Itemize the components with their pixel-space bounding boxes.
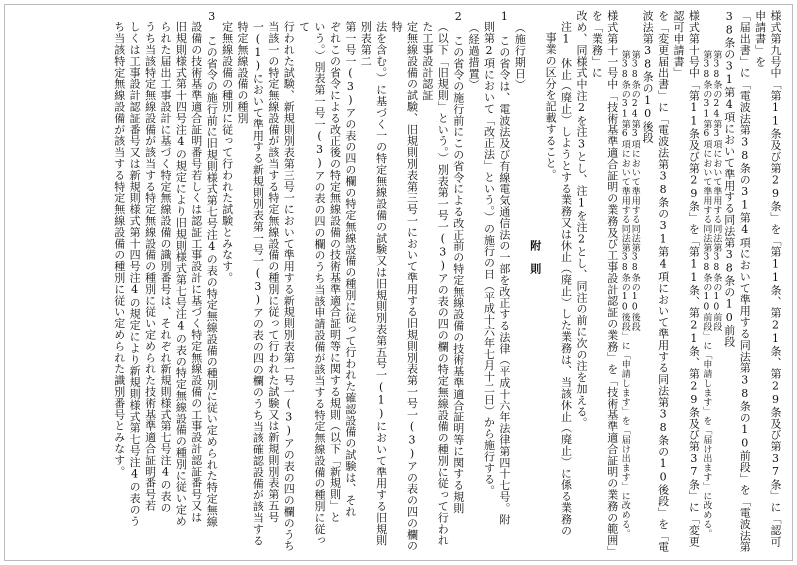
text-line: 一(1)において準用する新規則別表第一号一(3)アの表の四の欄のうち当該確認設備が該当する特定無線設備の種別: [236, 21, 265, 546]
text-line: いう。）別表第一号一(3)アの表の四の欄のうち当該申請設備が該当する特定無線設備の種別に従って: [297, 21, 327, 546]
text-line: ち当該特定無線設備が該当する特定無線設備の種別に従い定められた識別番号とみなす。: [112, 21, 126, 477]
text-line: 様式第十一号中「技術基準適合証明の業務及び工事設計認証の業務」を「技術基準適合証明の業務の範囲」を「業務」に: [590, 10, 619, 552]
text-line: うち当該特定無線設備が該当する特定無線設備の種別に従い定められた技術基準適合証明番号若: [143, 21, 157, 512]
vertical-text-body: [13, 10, 783, 555]
text-line: 「届出書」に「電波法第38条の31第4項において準用する同法第38条の10前段」を「電波法第38条の31第4項において準用する同法第38条の10前段: [722, 10, 752, 553]
text-line: 第38条の31第6項において準用する同法第38条の10後段」に「申請します」を「届け出ます」に改める。: [619, 50, 630, 539]
text-line: 第38条の31第6項において準用する同法第38条の10前段」に「申請します」を「届け出ます」に改める。: [701, 50, 712, 539]
text-line: ぞれこの省令による改正後の特定無線設備の技術基準適合証明等に関する規則（以下「新規則」と: [328, 21, 342, 523]
text-line: 第38条の24第3項において準用する同法第38条の10後段: [629, 50, 640, 332]
text-line: 様式第九号中「第11条及び第29条」を「第11条、第21条、第29条及び第37条」に「認可申請書」を: [753, 10, 782, 547]
text-line: 定無線設備の種別に従って行われた試験とみなす。: [220, 21, 234, 284]
text-line: 事業の区分を記載すること。: [544, 32, 558, 181]
text-line: 則第2項において「改正法」という。）の施行の日（平成十六年七月十二日）から施行する。: [482, 21, 496, 497]
text-line: 注1 休止（廃止）しようとする業務又は休止（廃止）した業務は、当該休止（廃止）に係る業務の: [559, 21, 573, 536]
text-line: 旧規則様式第十四号注4の規定により旧規則様式第七号注4の表の特定無線設備の種別に従い定め: [174, 21, 188, 527]
text-line: 定無線設備の試験、旧規則別表第三号一において準用する旧規則別表第一号一(3)アの表の四の欄の特: [390, 21, 419, 552]
text-line: 様式第十号中「第11条及び第29条」を「第11条、第21条、第29条及び第37条」に「変更認可申請書」: [671, 10, 701, 547]
text-line: 法を含む。）に基づく一の特定無線設備の試験又は旧規則別表第五号一(1)において準用する旧規則別表第二: [359, 21, 388, 546]
text-line: 第38条の24第3項において準用する同法第38条の10前段: [711, 50, 722, 332]
text-line: 改め、同様式中注2を注3とし、注1を注2とし、同注の前に次の注を加える。: [574, 10, 588, 429]
subsection-heading: （経過措置）: [467, 22, 481, 91]
text-line: 第一号一(3)アの表の四の欄の特定無線設備の種別に従って行われた確認設備の試験は、それ: [343, 21, 357, 518]
text-line: 当該一の特定無線設備が該当する特定無線設備の種別に従って行われた試験又は新規則別表第五号: [266, 21, 280, 523]
text-line: しくは工事設計認証番号又は新規則様式第十四号注4の規定により新規則様式第七号注4の表のう: [128, 21, 142, 527]
section-heading: 附 則: [528, 240, 542, 275]
text-line: られた届出工事設計に基づく特定無線設備の識別番号は、それぞれ新規則様式第七号注4の表の: [158, 21, 172, 514]
text-line: 2 この省令の施行前にこの省令による改正前の特定無線設備の技術基準適合証明等に関する規則: [451, 10, 465, 514]
text-line: を「変更届出書」に「電波法第38条の31第4項において準用する同法第38条の10後段」を「電波法第38条の10後段: [641, 10, 670, 553]
text-line: 行われた試験、新規則別表第三号一において準用する新規則別表第一号一(3)アの表の四の欄のうち: [282, 21, 296, 552]
text-line: （以下「旧規則」という。）別表第一号一(3)アの表の四の欄の特定無線設備の種別に従って行われた工事設計認証: [420, 21, 450, 546]
text-line: 3 この省令の施行前に旧規則様式第七号注4の表の特定無線設備の種別に従い定められた特定無線: [205, 10, 219, 527]
text-line: 設備の技術基準適合証明番号若しくは認証工事設計に基づく特定無線設備の工事設計認証番号又は: [189, 21, 203, 523]
text-line: 1 この省令は、電波法及び有線電気通信法の一部を改正する法律（平成十六年法律第四十七号。附: [497, 10, 511, 525]
subsection-heading: （施行期日）: [513, 22, 527, 91]
